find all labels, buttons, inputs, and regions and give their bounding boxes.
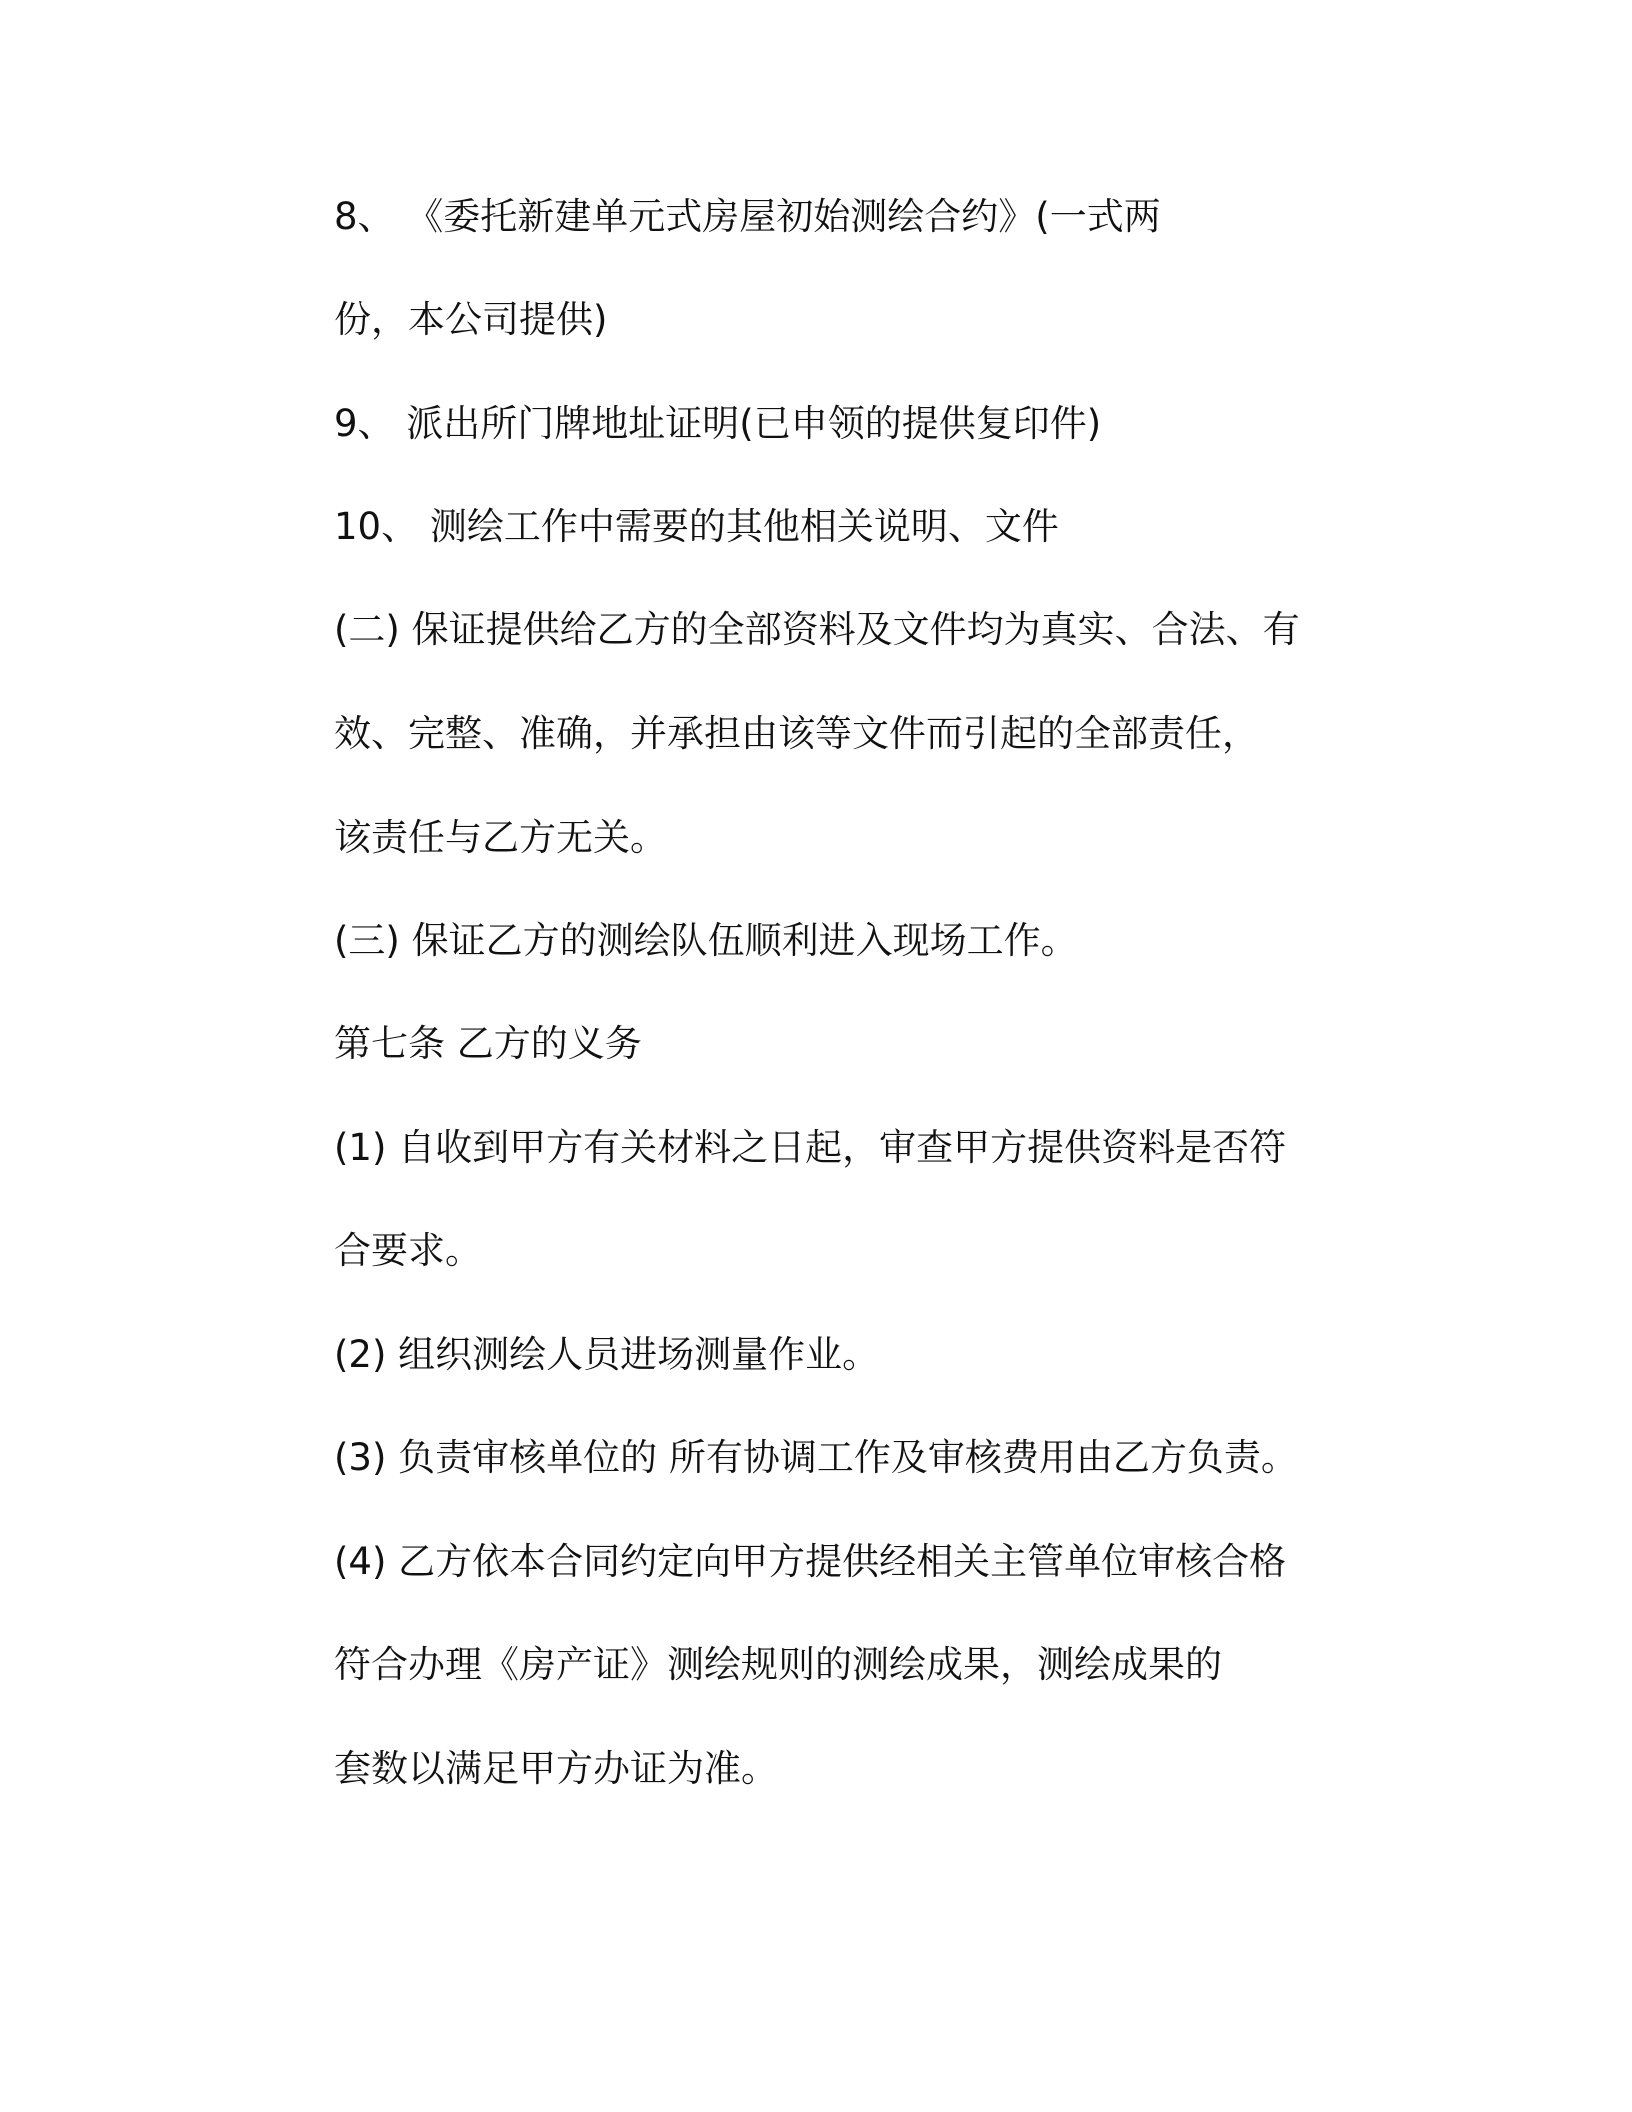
text-line-duty-3: (3) 负责审核单位的 所有协调工作及审核费用由乙方负责。 (334, 1436, 1298, 1479)
text-line-clause-2-continued: 效、完整、准确，并承担由该等文件而引起的全部责任， (334, 712, 1259, 755)
text-line-item-8: 8、 《委托新建单元式房屋初始测绘合约》(一式两 (334, 195, 1161, 238)
text-line-duty-4-continued: 符合办理《房产证》测绘规则的测绘成果，测绘成果的 (334, 1643, 1222, 1686)
text-line-duty-1-continued: 合要求。 (334, 1229, 482, 1272)
text-line-duty-4-end: 套数以满足甲方办证为准。 (334, 1747, 778, 1790)
text-line-clause-2: (二) 保证提供给乙方的全部资料及文件均为真实、合法、有 (334, 608, 1300, 651)
text-line-item-8-continued: 份，本公司提供) (334, 298, 608, 341)
text-line-duty-2: (2) 组织测绘人员进场测量作业。 (334, 1333, 880, 1376)
text-line-duty-1: (1) 自收到甲方有关材料之日起，审查甲方提供资料是否符 (334, 1126, 1287, 1169)
text-line-item-9: 9、 派出所门牌地址证明(已申领的提供复印件) (334, 402, 1102, 445)
text-line-item-10: 10、 测绘工作中需要的其他相关说明、文件 (334, 505, 1059, 548)
text-line-clause-3: (三) 保证乙方的测绘队伍顺利进入现场工作。 (334, 919, 1078, 962)
article-heading: 第七条 乙方的义务 (334, 1022, 642, 1065)
text-line-duty-4: (4) 乙方依本合同约定向甲方提供经相关主管单位审核合格 (334, 1540, 1287, 1583)
text-line-clause-2-end: 该责任与乙方无关。 (334, 816, 667, 859)
